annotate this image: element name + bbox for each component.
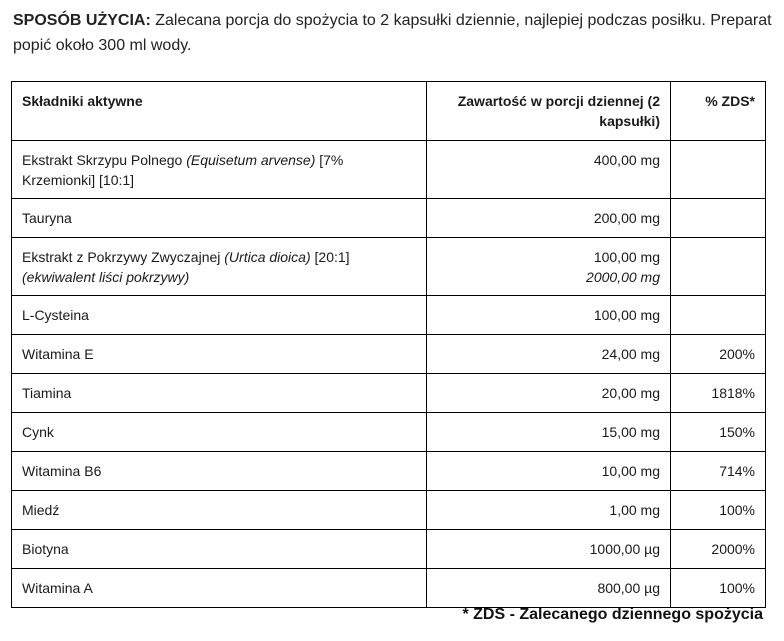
table-row bbox=[12, 374, 766, 413]
table-row bbox=[12, 569, 766, 608]
ingredient-name: Witamina B6 bbox=[12, 452, 427, 491]
ingredient-name: Ekstrakt Skrzypu Polnego (Equisetum arvense) [7% Krzemionki] [10:1] bbox=[12, 141, 427, 199]
table-row bbox=[12, 491, 766, 530]
ingredient-amount-note: 2000,00 mg bbox=[586, 269, 660, 285]
ingredient-amount: 1,00 mg bbox=[427, 491, 671, 530]
ingredient-note: (ekwiwalent liści pokrzywy) bbox=[22, 269, 190, 285]
ingredient-amount: 20,00 mg bbox=[427, 374, 671, 413]
ingredient-name: Biotyna bbox=[12, 530, 427, 569]
ingredient-zds bbox=[671, 141, 766, 199]
ingredient-name: Witamina A bbox=[12, 569, 427, 608]
ingredient-name: Tiamina bbox=[12, 374, 427, 413]
ingredient-zds bbox=[671, 199, 766, 238]
table-header-row bbox=[12, 82, 766, 141]
ingredient-name: Ekstrakt z Pokrzywy Zwyczajnej (Urtica dioica) [20:1] (ekwiwalent liści pokrzywy) bbox=[12, 238, 427, 296]
header-ingredients: Składniki aktywne bbox=[12, 82, 427, 141]
ingredient-zds: 150% bbox=[671, 413, 766, 452]
ingredient-zds: 100% bbox=[671, 569, 766, 608]
ingredient-zds bbox=[671, 238, 766, 296]
ingredient-amount: 100,00 mg 2000,00 mg bbox=[427, 238, 671, 296]
ingredient-amount: 1000,00 µg bbox=[427, 530, 671, 569]
usage-label: SPOSÓB UŻYCIA: bbox=[13, 12, 151, 29]
header-zds: % ZDS* bbox=[671, 82, 766, 141]
ingredient-amount: 400,00 mg bbox=[427, 141, 671, 199]
table-row bbox=[12, 141, 766, 199]
ingredient-amount: 200,00 mg bbox=[427, 199, 671, 238]
ingredients-table bbox=[11, 81, 766, 608]
ingredient-name: Cynk bbox=[12, 413, 427, 452]
ingredient-zds: 100% bbox=[671, 491, 766, 530]
ingredient-amount: 100,00 mg bbox=[427, 296, 671, 335]
ingredient-amount: 10,00 mg bbox=[427, 452, 671, 491]
ingredient-zds: 1818% bbox=[671, 374, 766, 413]
ingredient-amount: 800,00 µg bbox=[427, 569, 671, 608]
usage-instructions bbox=[13, 8, 773, 58]
zds-footnote: * ZDS - Zalecanego dziennego spożycia bbox=[462, 606, 763, 623]
ingredient-zds bbox=[671, 296, 766, 335]
ingredient-amount: 15,00 mg bbox=[427, 413, 671, 452]
latin-name: (Urtica dioica) bbox=[224, 249, 311, 265]
usage-text: Zalecana porcja do spożycia to 2 kapsułki dziennie, najlepiej podczas posiłku. Preparat popić około 300 ml wody. bbox=[13, 12, 772, 54]
latin-name: (Equisetum arvense) bbox=[186, 152, 316, 168]
header-amount: Zawartość w porcji dziennej (2 kapsułki) bbox=[427, 82, 671, 141]
table-row bbox=[12, 296, 766, 335]
ingredient-zds: 714% bbox=[671, 452, 766, 491]
ingredient-name: Miedź bbox=[12, 491, 427, 530]
ingredient-name: L-Cysteina bbox=[12, 296, 427, 335]
table-row bbox=[12, 452, 766, 491]
table-row bbox=[12, 335, 766, 374]
ingredient-zds: 2000% bbox=[671, 530, 766, 569]
ingredient-name: Tauryna bbox=[12, 199, 427, 238]
ingredient-zds: 200% bbox=[671, 335, 766, 374]
ingredient-name: Witamina E bbox=[12, 335, 427, 374]
table-row bbox=[12, 199, 766, 238]
table-row bbox=[12, 413, 766, 452]
table-row bbox=[12, 530, 766, 569]
table-row bbox=[12, 238, 766, 296]
ingredient-amount: 24,00 mg bbox=[427, 335, 671, 374]
